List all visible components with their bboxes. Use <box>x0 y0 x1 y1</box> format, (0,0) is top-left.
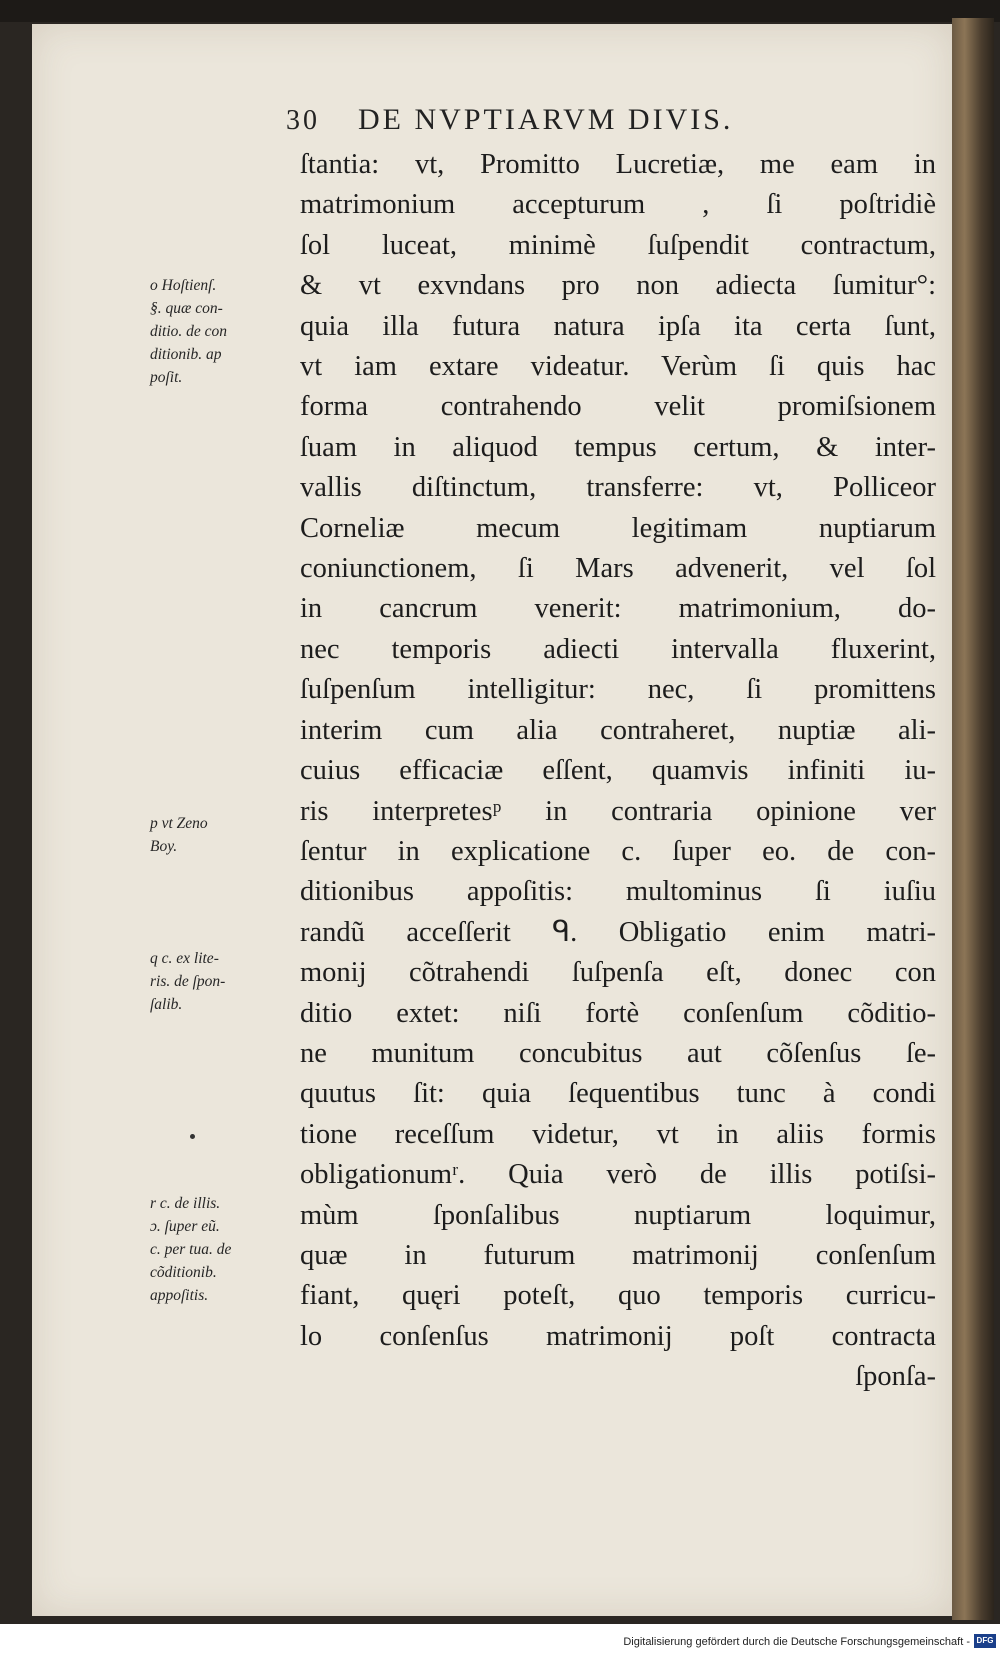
margin-note-line: ſalib. <box>150 996 183 1013</box>
text-line: quia illa futura natura ipſa ita certa ſunt, <box>300 310 936 342</box>
margin-note-line: ris. de ſpon- <box>150 973 226 990</box>
text-line: matrimonium accepturum , ſi poſtridiè <box>300 189 936 221</box>
margin-note-line: cõditionib. <box>150 1264 217 1281</box>
text-line: obligationumʳ. Quia verò de illis potiſsi- <box>300 1159 936 1191</box>
margin-note-line: ditio. de con <box>150 323 228 340</box>
text-line: fiant, quęri poteſt, quo temporis curricu- <box>300 1280 936 1312</box>
margin-note-line: c. per tua. de <box>150 1241 232 1258</box>
text-line: lo conſenſus matrimonij poſt contracta <box>300 1320 936 1352</box>
margin-note-q <box>150 947 288 1016</box>
text-line: interim cum alia contraheret, nuptiæ ali- <box>300 714 936 746</box>
margin-note-line: Boy. <box>150 838 178 855</box>
text-line: quutus ſit: quia ſequentibus tunc à condi <box>300 1078 936 1110</box>
page-number: 30 <box>286 105 320 136</box>
text-line: nec temporis adiecti intervalla fluxerint, <box>300 633 936 665</box>
text-line: ſuſpenſum intelligitur: nec, ſi promittens <box>300 674 936 706</box>
text-line: ris interpretesᵖ in contraria opinione ver <box>300 795 936 827</box>
margin-note-line: poſit. <box>150 369 183 386</box>
dfg-logo-icon: DFG <box>974 1634 996 1648</box>
text-line: tione receſſum videtur, vt in aliis formis <box>300 1118 936 1150</box>
margin-note-line: appoſitis. <box>150 1287 209 1304</box>
margin-note-line: r c. de illis. <box>150 1195 221 1212</box>
text-line: ditio extet: niſi fortè conſenſum cõditio- <box>300 997 936 1029</box>
text-line: ſentur in explicatione c. ſuper eo. de con- <box>300 835 936 867</box>
text-line: coniunctionem, ſi Mars advenerit, vel ſol <box>300 553 936 585</box>
margin-note-line: §. quæ con- <box>150 300 223 317</box>
margin-note-line: p vt Zeno <box>150 815 208 832</box>
funding-credit: Digitalisierung gefördert durch die Deutsche Forschungsgemeinschaft - <box>623 1636 970 1648</box>
margin-note-line: q c. ex lite- <box>150 950 219 967</box>
text-line: in cancrum venerit: matrimonium, do- <box>300 593 936 625</box>
text-line: randũ acceſſerit ᑫ. Obligatio enim matri- <box>300 916 936 948</box>
text-line: ditionibus appoſitis: multominus ſi iuſiu <box>300 876 936 908</box>
text-line: ne munitum concubitus aut cõſenſus ſe- <box>300 1037 936 1069</box>
text-line: vt iam extare videatur. Verùm ſi quis hac <box>300 351 936 383</box>
text-line: & vt exvndans pro non adiecta ſumitur°: <box>300 270 936 302</box>
text-line: quæ in futurum matrimonij conſenſum <box>300 1239 936 1271</box>
text-line: ſol luceat, minimè ſuſpendit contractum, <box>300 229 936 261</box>
scan-border-top <box>0 0 1000 22</box>
text-line: monij cõtrahendi ſuſpenſa eſt, donec con <box>300 957 936 989</box>
margin-note-p <box>150 812 288 858</box>
margin-note-line: ɔ. ſuper eũ. <box>150 1218 220 1235</box>
page-header <box>286 103 886 137</box>
running-title: DE NVPTIARVM DIVIS. <box>358 103 734 136</box>
catchword: ſponſa- <box>855 1361 936 1393</box>
text-line: cuius efficaciæ eſſent, quamvis infiniti iu- <box>300 755 936 787</box>
margin-note-r <box>150 1192 288 1307</box>
text-line: Corneliæ mecum legitimam nuptiarum <box>300 512 936 544</box>
margin-note-o <box>150 274 288 389</box>
margin-note-line: o Hoſtienſ. <box>150 277 217 294</box>
text-line: forma contrahendo velit promiſsionem <box>300 391 936 423</box>
text-line: ſtantia: vt, Promitto Lucretiæ, me eam in <box>300 149 936 180</box>
text-line: ſuam in aliquod tempus certum, & inter- <box>300 431 936 463</box>
margin-note-line: ditionib. ap <box>150 346 222 363</box>
ink-dot <box>190 1134 195 1139</box>
text-line: vallis diſtinctum, transferre: vt, Polliceor <box>300 472 936 504</box>
text-line: mùm ſponſalibus nuptiarum loquimur, <box>300 1199 936 1231</box>
main-text-block <box>300 145 936 1398</box>
book-page-edge <box>952 18 994 1620</box>
